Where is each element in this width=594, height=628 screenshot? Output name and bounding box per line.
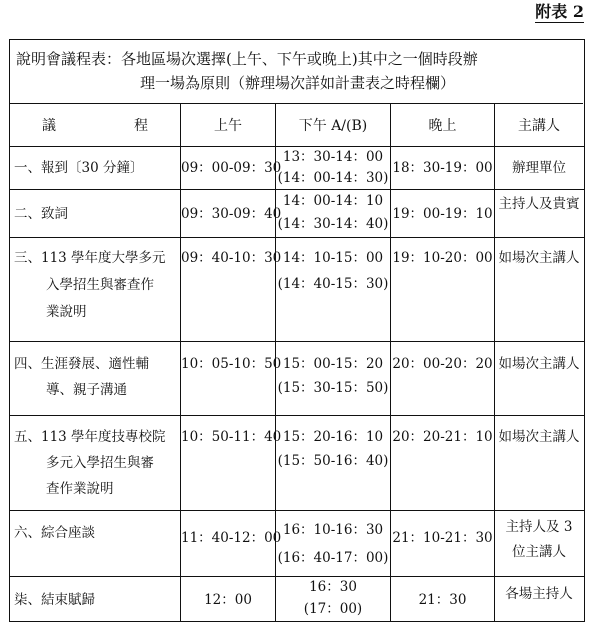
agenda-item: 柒、結束賦歸 <box>14 592 95 608</box>
evening-time: 19：10-20：00 <box>392 250 493 266</box>
morning-time: 12：00 <box>204 592 252 608</box>
speaker: 主持人及貴賓 <box>498 196 580 212</box>
row-divider <box>10 341 584 342</box>
afternoon-time-b: (15：50-16：40) <box>277 453 389 469</box>
header-afternoon: 下午 A/(B) <box>298 118 368 134</box>
afternoon-time-b: (17：00) <box>303 601 363 617</box>
row-divider <box>10 510 584 511</box>
row-divider <box>10 237 584 238</box>
appendix-label: 附表 2 <box>535 2 584 21</box>
agenda-item-cont: 導、親子溝通 <box>46 382 127 398</box>
table-caption <box>10 40 583 104</box>
evening-time: 21：10-21：30 <box>392 530 493 546</box>
afternoon-time-b: (14：30-14：40) <box>277 216 389 232</box>
header-agenda-char-1: 議 <box>42 118 56 134</box>
afternoon-time-a: 16：10-16：30 <box>282 522 384 538</box>
speaker: 主持人及 3 <box>505 519 573 535</box>
evening-time: 20：20-21：10 <box>392 429 493 445</box>
speaker-cont: 位主講人 <box>512 544 566 560</box>
afternoon-time-a: 13：30-14：00 <box>282 149 384 165</box>
afternoon-time-a: 14：00-14：10 <box>282 193 384 209</box>
afternoon-time-a: 14：10-15：00 <box>282 250 384 266</box>
afternoon-time-a: 15：20-16：10 <box>282 429 384 445</box>
afternoon-time-b: (16：40-17：00) <box>277 550 389 566</box>
agenda-item-cont: 查作業說明 <box>46 481 114 497</box>
agenda-item: 二、致詞 <box>14 206 68 222</box>
morning-time: 10：50-11：40 <box>181 429 282 445</box>
agenda-item-cont: 多元入學招生與審 <box>46 455 154 471</box>
speaker: 如場次主講人 <box>498 429 580 445</box>
header-agenda-char-2: 程 <box>134 118 148 134</box>
speaker: 如場次主講人 <box>498 356 580 372</box>
speaker: 辦理單位 <box>512 160 566 176</box>
evening-time: 19：00-19：10 <box>392 206 493 222</box>
speaker: 如場次主講人 <box>498 250 580 266</box>
morning-time: 11：40-12：00 <box>181 530 282 546</box>
agenda-item: 六、綜合座談 <box>14 525 95 541</box>
caption-line-2: 理一場為原則（辦理場次詳如計畫表之時程欄） <box>140 74 456 92</box>
morning-time: 10：05-10：50 <box>181 356 282 372</box>
agenda-item-cont: 入學招生與審查作 <box>46 277 154 293</box>
agenda-item: 三、113 學年度大學多元 <box>14 250 166 266</box>
afternoon-time-b: (14：40-15：30) <box>277 276 389 292</box>
header-morning: 上午 <box>214 118 242 134</box>
agenda-table <box>9 39 585 622</box>
header-evening: 晚上 <box>428 118 457 134</box>
morning-time: 09：40-10：30 <box>181 250 282 266</box>
morning-time: 09：00-09：30 <box>181 160 282 176</box>
speaker: 各場主持人 <box>505 586 573 602</box>
evening-time: 18：30-19：00 <box>392 160 493 176</box>
evening-time: 20：00-20：20 <box>392 356 493 372</box>
header-speaker: 主講人 <box>518 118 560 134</box>
afternoon-time-b: (15：30-15：50) <box>277 380 389 396</box>
afternoon-time-a: 15：00-15：20 <box>282 356 384 372</box>
evening-time: 21：30 <box>418 592 467 608</box>
agenda-item: 四、生涯發展、適性輔 <box>14 356 149 372</box>
agenda-item: 一、報到〔30 分鐘〕 <box>14 160 144 176</box>
agenda-item-cont: 業說明 <box>46 304 87 320</box>
caption-line-1: 說明會議程表：各地區場次選擇(上午、下午或晚上)其中之一個時段辦 <box>16 50 478 68</box>
afternoon-time-b: (14：00-14：30) <box>277 170 389 186</box>
agenda-item: 五、113 學年度技專校院 <box>14 429 166 445</box>
afternoon-time-a: 16：30 <box>309 579 357 595</box>
morning-time: 09：30-09：40 <box>181 206 282 222</box>
row-divider <box>10 415 584 416</box>
